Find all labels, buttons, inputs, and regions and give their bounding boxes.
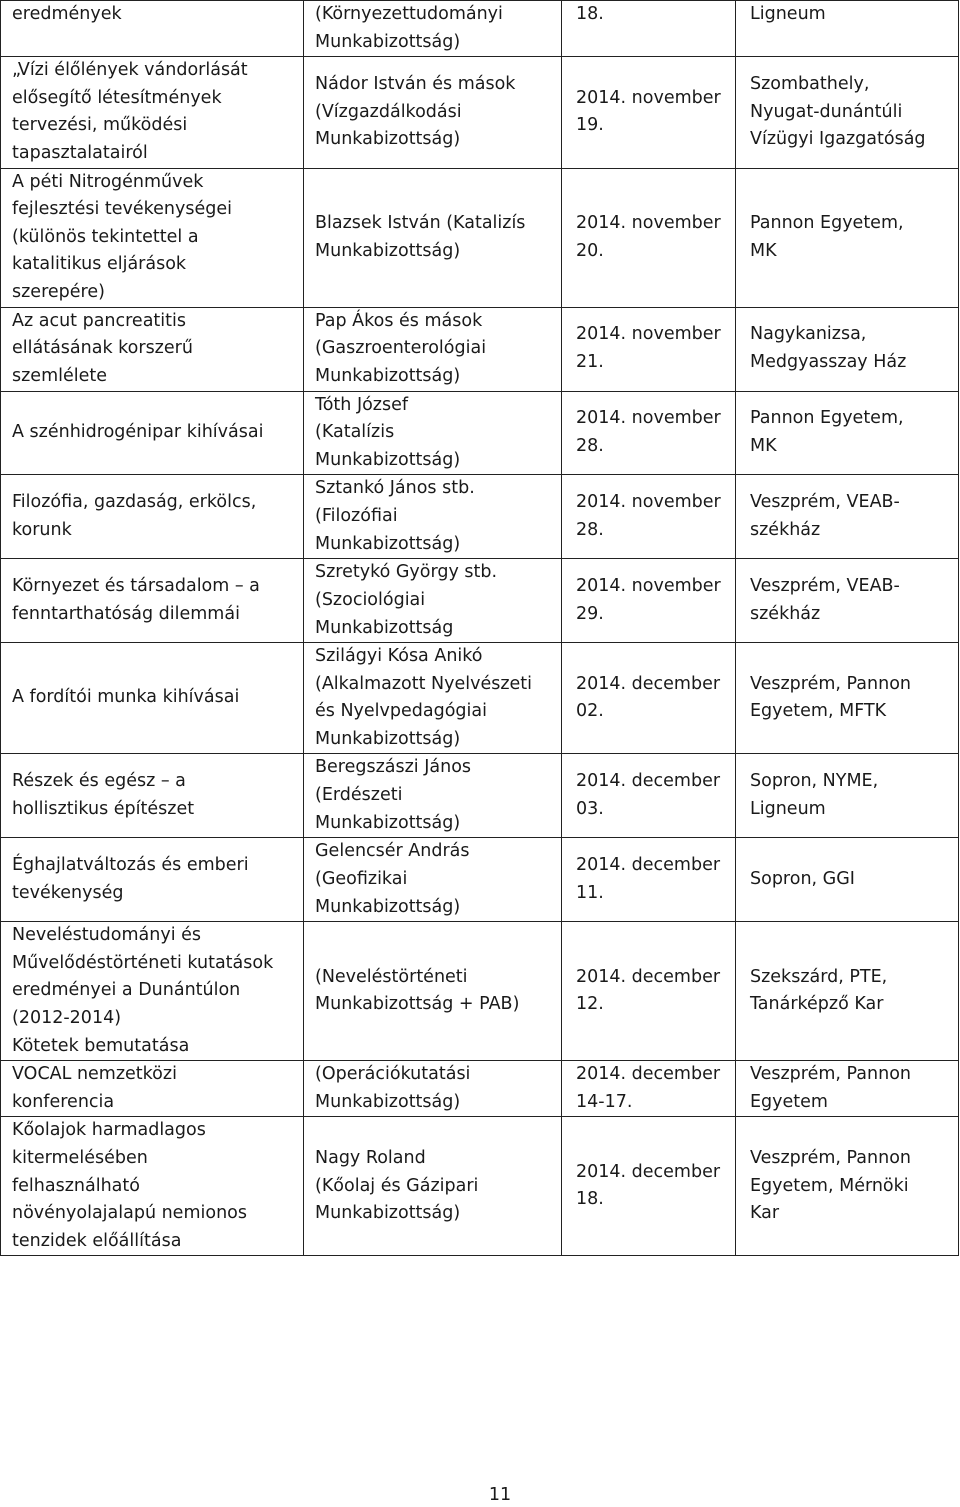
event-organizer-line: (Vízgazdálkodási <box>315 101 462 122</box>
event-venue-cell <box>736 1 959 57</box>
event-venue-cell <box>736 391 959 475</box>
event-title-cell <box>1 559 304 643</box>
event-venue-line: Egyetem, MFTK <box>750 701 887 722</box>
event-venue-line: Ligneum <box>750 798 826 819</box>
event-title-line: kitermelésében <box>12 1148 148 1168</box>
event-date-cell <box>562 1117 736 1256</box>
event-title-line: eredmények <box>12 4 122 24</box>
event-organizer-line: (Környezettudományi <box>315 4 503 24</box>
event-date-line: 2014. november <box>576 87 721 108</box>
event-title-line: korunk <box>12 519 72 540</box>
event-title-line: Kötetek bemutatása <box>12 1035 190 1056</box>
event-venue-line: MK <box>750 435 777 456</box>
event-date-line: 2014. december <box>576 771 721 792</box>
event-venue-line: Medgyasszay Ház <box>750 352 907 373</box>
event-title-line: Környezet és társadalom – a <box>12 576 260 597</box>
event-row <box>1 307 959 391</box>
event-organizer-line: és Nyelvpedagógiai <box>315 701 487 722</box>
event-venue-cell <box>736 1117 959 1256</box>
event-title-cell <box>1 1117 304 1256</box>
event-date-line: 12. <box>576 994 604 1015</box>
event-venue-line: Nyugat-dunántúli <box>750 101 903 122</box>
event-title-line: Az acut pancreatitis <box>12 310 186 331</box>
event-organizer-cell <box>304 922 562 1061</box>
event-date-line: 29. <box>576 603 604 624</box>
event-venue-line: Vízügyi Igazgatóság <box>750 129 926 150</box>
event-title-line: tevékenység <box>12 882 124 903</box>
event-row <box>1 643 959 754</box>
event-date-cell <box>562 307 736 391</box>
event-date-cell <box>562 1061 736 1117</box>
event-row <box>1 838 959 922</box>
event-date-line: 2014. november <box>576 492 721 513</box>
event-organizer-line: (Erdészeti <box>315 785 403 806</box>
event-title-line: Neveléstudományi és <box>12 925 202 946</box>
event-date-line: 19. <box>576 115 604 136</box>
event-row <box>1 922 959 1061</box>
event-row <box>1 475 959 559</box>
event-venue-cell <box>736 754 959 838</box>
event-title-line: elősegítő létesítmények <box>12 87 222 108</box>
event-title-line: fenntarthatóság dilemmái <box>12 603 240 624</box>
event-organizer-line: Munkabizottság) <box>315 240 461 261</box>
event-venue-line: székház <box>750 603 821 624</box>
event-date-line: 14-17. <box>576 1091 633 1112</box>
event-venue-line: Sopron, NYME, <box>750 771 879 792</box>
event-organizer-cell <box>304 168 562 307</box>
event-organizer-line: Tóth József <box>315 394 409 415</box>
event-title-line: Éghajlatváltozás és emberi <box>12 855 249 876</box>
event-venue-line: Nagykanizsa, <box>750 324 867 345</box>
event-venue-line: Tanárképző Kar <box>750 994 884 1015</box>
event-organizer-line: Sztankó János stb. <box>315 478 475 499</box>
event-organizer-line: (Geofizikai <box>315 868 408 889</box>
event-organizer-line: Szilágyi Kósa Anikó <box>315 646 483 667</box>
event-title-line: Művelődéstörténeti kutatások <box>12 952 274 973</box>
event-date-line: 2014. november <box>576 576 721 597</box>
event-title-cell <box>1 1061 304 1117</box>
event-venue-line: Pannon Egyetem, <box>750 408 904 429</box>
event-title-line: tapasztalatairól <box>12 142 148 163</box>
event-venue-cell <box>736 307 959 391</box>
event-title-line: Filozófia, gazdaság, erkölcs, <box>12 492 257 513</box>
event-date-cell <box>562 168 736 307</box>
event-organizer-line: Nádor István és mások <box>315 73 516 94</box>
event-date-line: 2014. december <box>576 1161 721 1182</box>
event-organizer-line: (Filozófiai <box>315 506 398 527</box>
event-organizer-cell <box>304 57 562 168</box>
event-row <box>1 391 959 475</box>
event-title-line: VOCAL nemzetközi <box>12 1064 177 1085</box>
page-number: 11 <box>488 1485 512 1505</box>
event-title-line: Részek és egész – a <box>12 771 186 792</box>
event-organizer-cell <box>304 391 562 475</box>
event-organizer-line: Gelencsér András <box>315 841 470 862</box>
event-organizer-cell <box>304 559 562 643</box>
event-organizer-line: (Operációkutatási <box>315 1064 471 1085</box>
event-title-line: A fordítói munka kihívásai <box>12 687 240 708</box>
event-title-line: hollisztikus építészet <box>12 798 195 819</box>
event-venue-line: MK <box>750 240 777 261</box>
event-date-line: 18. <box>576 1189 604 1210</box>
event-date-line: 2014. november <box>576 212 721 233</box>
event-organizer-line: Nagy Roland <box>315 1148 426 1168</box>
event-organizer-cell <box>304 754 562 838</box>
event-organizer-cell <box>304 307 562 391</box>
event-row <box>1 1061 959 1117</box>
event-date-line: 2014. december <box>576 855 721 876</box>
event-title-line: tenzidek előállítása <box>12 1230 182 1251</box>
event-date-line: 2014. november <box>576 408 721 429</box>
event-venue-line: Sopron, GGI <box>750 868 855 889</box>
event-title-line: Kőolajok harmadlagos <box>12 1120 206 1141</box>
event-title-line: konferencia <box>12 1091 115 1112</box>
event-title-cell <box>1 168 304 307</box>
event-venue-line: Pannon Egyetem, <box>750 212 904 233</box>
event-title-line: katalitikus eljárások <box>12 254 187 275</box>
event-title-cell <box>1 922 304 1061</box>
event-organizer-line: Munkabizottság) <box>315 812 461 833</box>
event-date-cell <box>562 391 736 475</box>
event-venue-cell <box>736 168 959 307</box>
event-organizer-cell <box>304 475 562 559</box>
event-organizer-line: Pap Ákos és mások <box>315 310 483 331</box>
event-date-line: 03. <box>576 798 604 819</box>
event-organizer-cell <box>304 1061 562 1117</box>
event-date-cell <box>562 643 736 754</box>
event-date-cell <box>562 838 736 922</box>
event-organizer-line: (Gaszroenterológiai <box>315 338 487 359</box>
event-row <box>1 1117 959 1256</box>
event-date-line: 2014. december <box>576 966 721 987</box>
event-date-cell <box>562 922 736 1061</box>
event-venue-line: Kar <box>750 1203 780 1224</box>
event-title-line: „Vízi élőlények vándorlását <box>12 60 248 81</box>
event-title-line: A péti Nitrogénművek <box>12 171 204 192</box>
event-date-cell <box>562 57 736 168</box>
event-date-line: 2014. november <box>576 324 721 345</box>
event-title-cell <box>1 391 304 475</box>
event-organizer-line: Munkabizottság) <box>315 1091 461 1112</box>
events-table-body <box>1 1 959 1256</box>
event-venue-line: Szombathely, <box>750 73 870 94</box>
event-title-line: A szénhidrogénipar kihívásai <box>12 422 264 443</box>
event-organizer-line: Munkabizottság) <box>315 449 461 470</box>
event-title-line: (különös tekintettel a <box>12 226 199 247</box>
event-date-cell <box>562 475 736 559</box>
event-title-cell <box>1 643 304 754</box>
event-date-line: 11. <box>576 882 604 903</box>
event-title-line: ellátásának korszerű <box>12 338 193 359</box>
event-venue-cell <box>736 922 959 1061</box>
event-organizer-line: Munkabizottság <box>315 617 454 638</box>
event-title-cell <box>1 307 304 391</box>
event-title-cell <box>1 1 304 57</box>
event-date-line: 2014. december <box>576 673 721 694</box>
event-venue-line: Ligneum <box>750 4 826 24</box>
event-organizer-line: Beregszászi János <box>315 757 472 778</box>
event-venue-cell <box>736 559 959 643</box>
event-title-line: tervezési, működési <box>12 115 188 136</box>
event-organizer-line: Munkabizottság) <box>315 129 461 150</box>
event-organizer-line: Munkabizottság) <box>315 31 461 52</box>
event-title-line: növényolajalapú nemionos <box>12 1203 247 1224</box>
event-date-cell <box>562 1 736 57</box>
event-organizer-cell <box>304 643 562 754</box>
event-date-line: 20. <box>576 240 604 261</box>
event-title-line: szemlélete <box>12 365 108 386</box>
event-title-cell <box>1 838 304 922</box>
event-organizer-line: (Katalízis <box>315 422 395 443</box>
event-date-cell <box>562 559 736 643</box>
event-date-line: 2014. december <box>576 1064 721 1085</box>
event-venue-cell <box>736 838 959 922</box>
event-venue-cell <box>736 57 959 168</box>
event-row <box>1 754 959 838</box>
event-organizer-line: (Neveléstörténeti <box>315 966 468 987</box>
event-title-line: szerepére) <box>12 281 105 302</box>
event-organizer-line: Munkabizottság) <box>315 1203 461 1224</box>
event-date-line: 18. <box>576 4 604 24</box>
event-date-line: 21. <box>576 352 604 373</box>
event-organizer-line: (Szociológiai <box>315 589 426 610</box>
event-organizer-cell <box>304 838 562 922</box>
event-venue-cell <box>736 1061 959 1117</box>
event-title-line: (2012-2014) <box>12 1008 122 1029</box>
event-venue-line: Veszprém, Pannon <box>750 1148 912 1168</box>
event-title-cell <box>1 754 304 838</box>
event-title-line: fejlesztési tevékenységei <box>12 199 232 220</box>
event-organizer-cell <box>304 1117 562 1256</box>
event-date-line: 02. <box>576 701 604 722</box>
event-venue-line: Egyetem, Mérnöki <box>750 1175 909 1196</box>
event-organizer-cell <box>304 1 562 57</box>
event-row <box>1 559 959 643</box>
event-title-line: felhasználható <box>12 1175 140 1196</box>
event-venue-line: Veszprém, VEAB- <box>750 492 900 513</box>
event-venue-line: Veszprém, VEAB- <box>750 576 900 597</box>
event-organizer-line: (Kőolaj és Gázipari <box>315 1175 479 1196</box>
event-organizer-line: Munkabizottság) <box>315 728 461 749</box>
event-row <box>1 57 959 168</box>
event-organizer-line: Munkabizottság) <box>315 533 461 554</box>
event-venue-line: Szekszárd, PTE, <box>750 966 888 987</box>
event-row <box>1 1 959 57</box>
event-row <box>1 168 959 307</box>
event-organizer-line: Munkabizottság) <box>315 365 461 386</box>
event-organizer-line: Munkabizottság + PAB) <box>315 994 520 1015</box>
event-title-cell <box>1 57 304 168</box>
event-title-cell <box>1 475 304 559</box>
event-date-line: 28. <box>576 435 604 456</box>
event-venue-line: Veszprém, Pannon <box>750 673 912 694</box>
event-title-line: eredményei a Dunántúlon <box>12 980 241 1001</box>
event-organizer-line: Blazsek István (Katalizís <box>315 212 526 233</box>
event-venue-line: Egyetem <box>750 1091 828 1112</box>
event-organizer-line: Munkabizottság) <box>315 896 461 917</box>
event-venue-line: székház <box>750 519 821 540</box>
event-venue-cell <box>736 475 959 559</box>
event-venue-cell <box>736 643 959 754</box>
event-organizer-line: (Alkalmazott Nyelvészeti <box>315 673 533 694</box>
event-date-cell <box>562 754 736 838</box>
event-date-line: 28. <box>576 519 604 540</box>
event-venue-line: Veszprém, Pannon <box>750 1064 912 1085</box>
event-organizer-line: Szretykó György stb. <box>315 562 498 583</box>
